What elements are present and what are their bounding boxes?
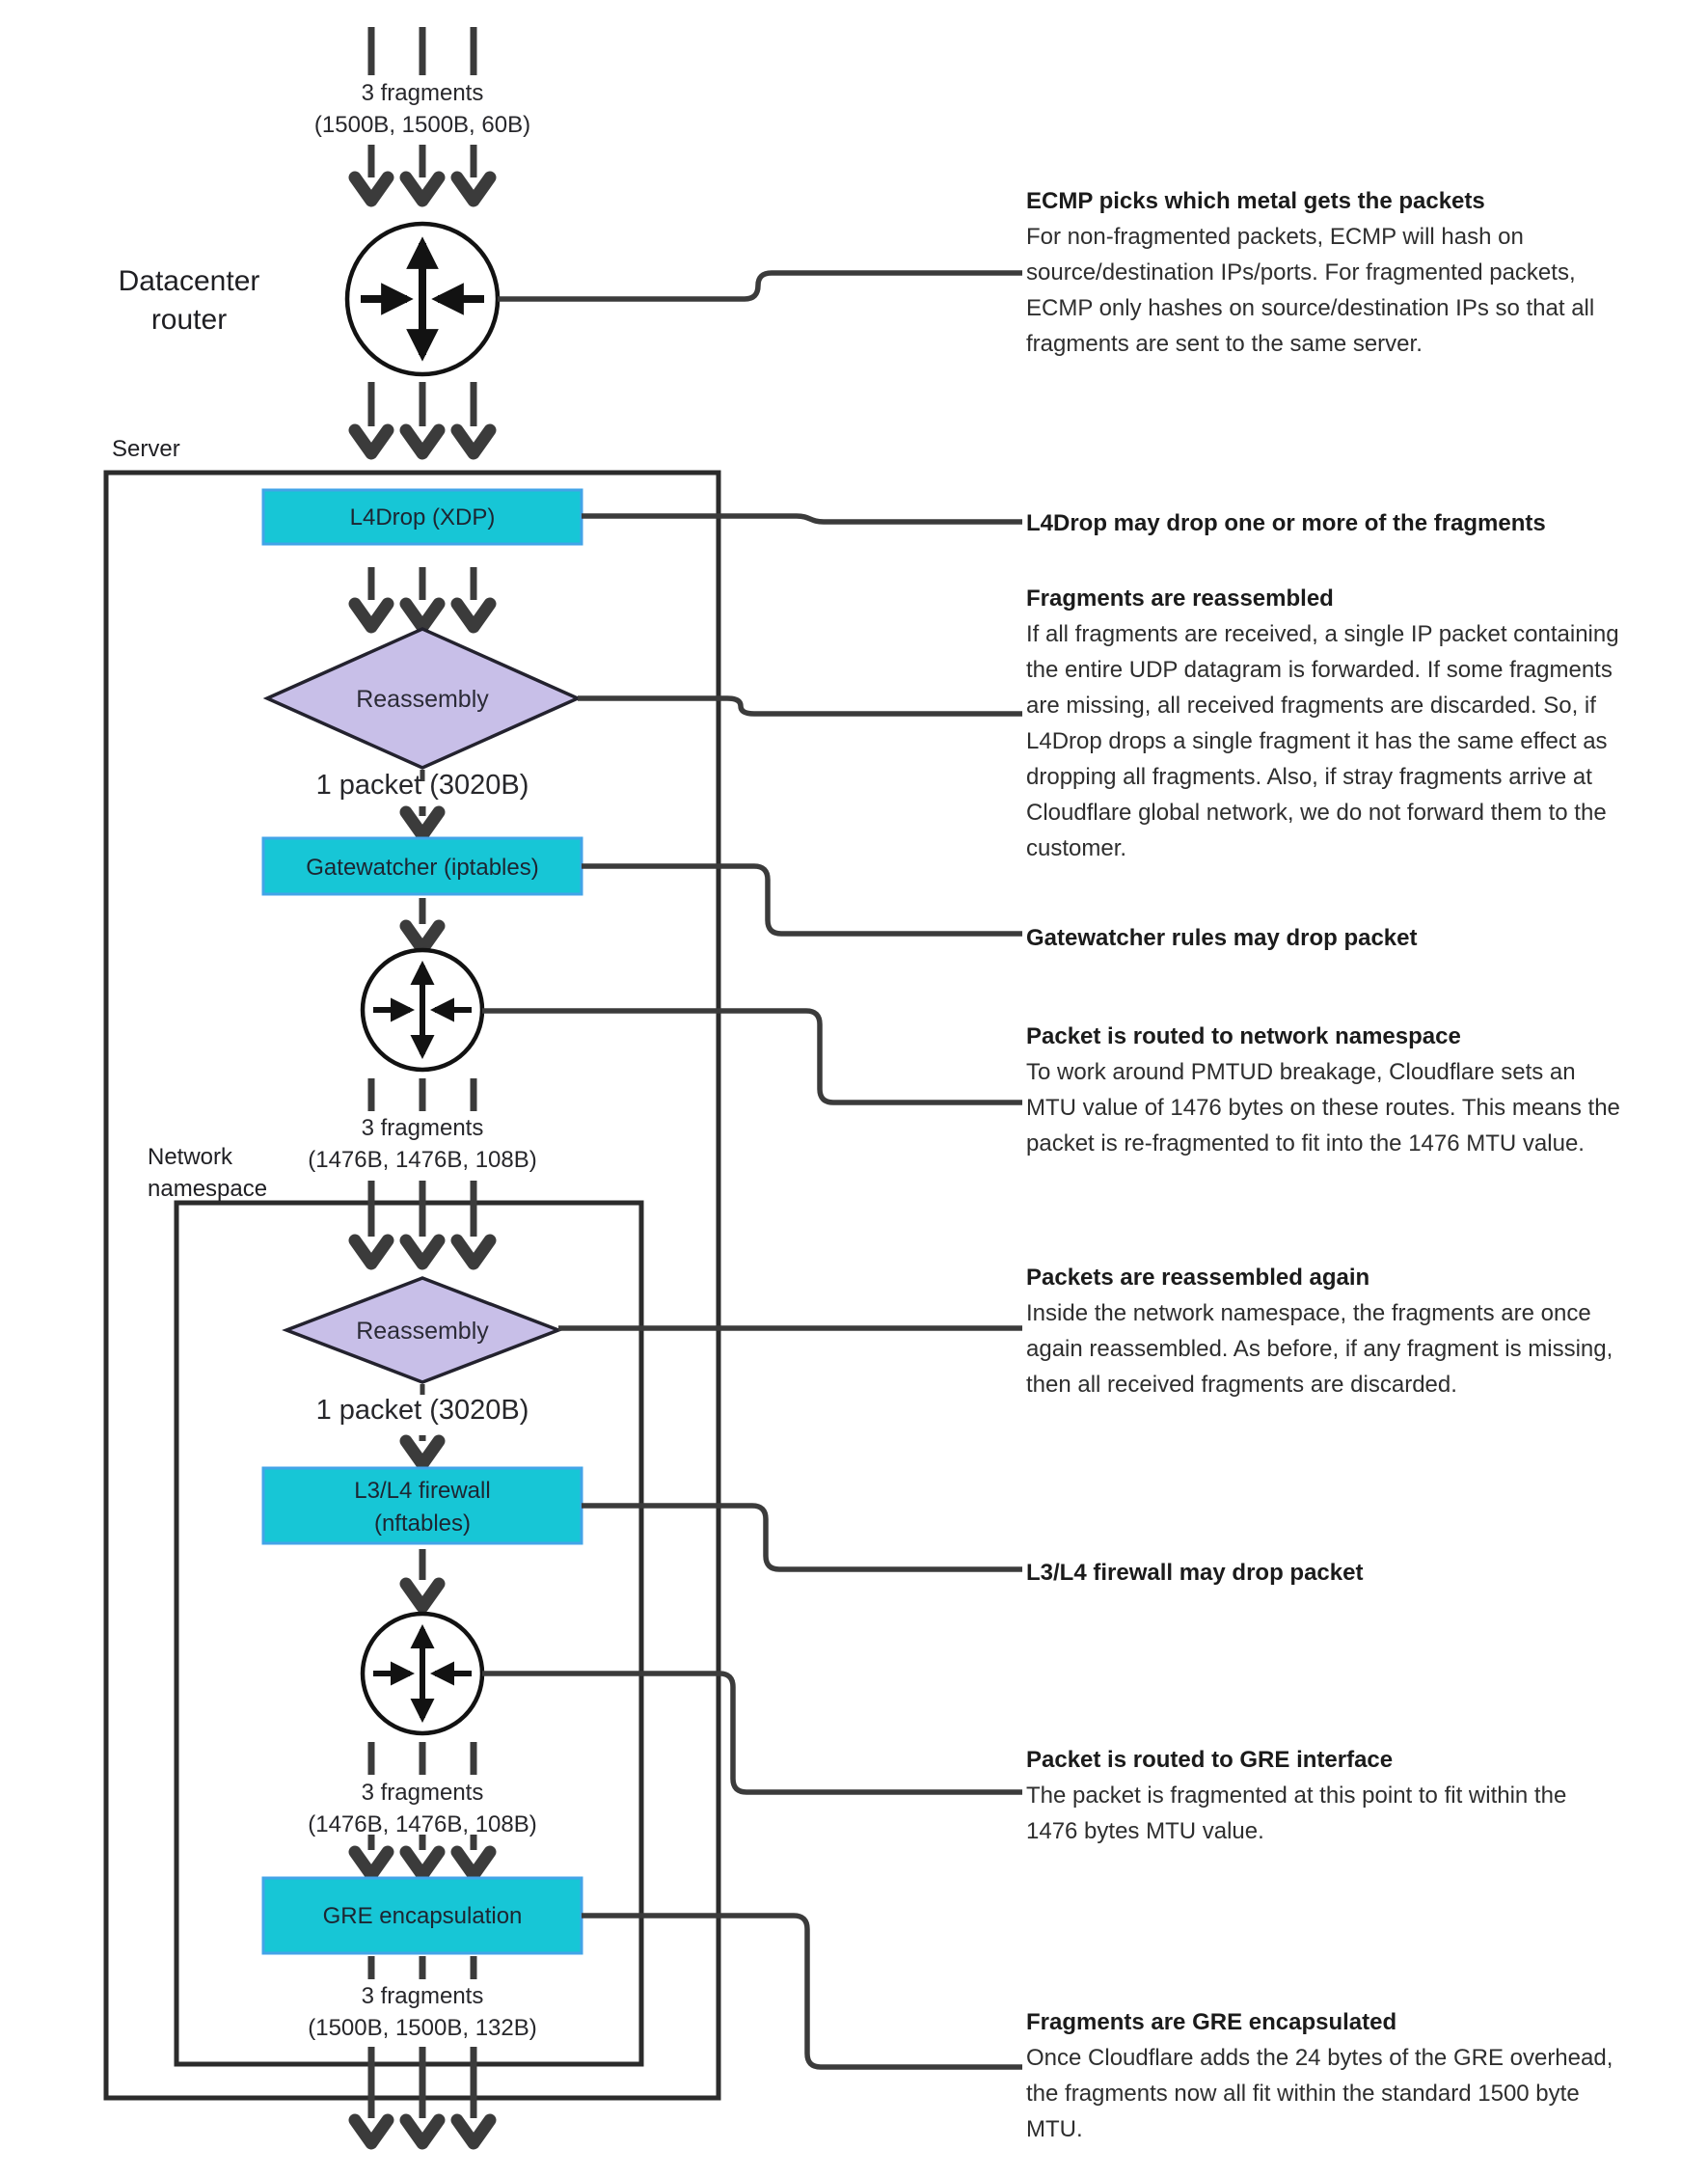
annotation-title: Gatewatcher rules may drop packet [1026, 925, 1418, 951]
packet-label-namespace: 1 packet (3020B) [315, 1395, 529, 1426]
annotation-gre-routing [1026, 1742, 1624, 1849]
flow-arrows-into-router [355, 145, 490, 201]
flow-arrow-into-firewall [406, 1435, 439, 1464]
annotation-body: Once Cloudflare adds the 24 bytes of the GRE overhead, the fragments now all fit within the standard 1500 byte MTU. [1026, 2045, 1613, 2142]
flow-arrow-into-gatewatcher [406, 806, 439, 835]
flow-arrows-into-server [355, 382, 490, 453]
connector-gre-encapsulated [582, 1916, 1022, 2067]
fragments-count: 3 fragments [361, 1983, 484, 2009]
annotation-gatewatcher [1026, 920, 1624, 956]
l4drop-label: L4Drop (XDP) [349, 504, 496, 531]
flow-arrows-l4drop-to-reassembly [355, 567, 490, 627]
annotation-l4drop [1026, 505, 1624, 541]
gatewatcher-label: Gatewatcher (iptables) [306, 855, 539, 881]
fragments-sizes: (1476B, 1476B, 108B) [308, 1147, 537, 1173]
fragment-ticks-after-gre-routing [371, 1742, 474, 1775]
flow-arrows-into-gre [355, 1835, 490, 1875]
annotation-title: Fragments are reassembled [1026, 585, 1334, 612]
fragments-count: 3 fragments [361, 80, 484, 106]
firewall-label-line1: L3/L4 firewall [354, 1478, 491, 1504]
annotation-title: Fragments are GRE encapsulated [1026, 2009, 1397, 2035]
reassembly-server-label: Reassembly [356, 686, 489, 713]
connector-gatewatcher [582, 866, 1022, 934]
annotation-body: To work around PMTUD breakage, Cloudflare sets an MTU value of 1476 bytes on these routes. This means the packet is re-fragmented to fit into the 1476 MTU value. [1026, 1059, 1620, 1157]
reassembly-namespace-label: Reassembly [356, 1318, 489, 1345]
annotation-title: Packets are reassembled again [1026, 1265, 1370, 1291]
incoming-fragment-ticks [371, 27, 474, 75]
fragments-sizes: (1476B, 1476B, 108B) [308, 1811, 537, 1837]
fragments-label-out [278, 1980, 567, 2044]
fragment-ticks-after-routing [371, 1078, 474, 1111]
fragments-sizes: (1500B, 1500B, 60B) [313, 112, 531, 138]
annotation-body: Inside the network namespace, the fragments are once again reassembled. As before, if any fragment is missing, then all received fragments are discarded. [1026, 1300, 1613, 1398]
connector-reassembly [578, 698, 1022, 714]
fragments-count: 3 fragments [361, 1780, 484, 1806]
fragment-ticks-below-gre [371, 1956, 474, 1979]
datacenter-router-icon [347, 224, 498, 374]
connector-ecmp [498, 273, 1022, 299]
annotation-reassembled-again [1026, 1260, 1624, 1402]
annotation-firewall [1026, 1555, 1624, 1591]
fragments-label-top [278, 77, 567, 141]
annotation-title: ECMP picks which metal gets the packets [1026, 188, 1485, 214]
annotation-title: Packet is routed to GRE interface [1026, 1747, 1394, 1773]
firewall-label-line2: (nftables) [373, 1510, 472, 1537]
fragments-label-mid [278, 1112, 567, 1176]
annotation-body: For non-fragmented packets, ECMP will hash on source/destination IPs/ports. For fragmented packets, ECMP only hashes on source/destination IPs so that all fragments are sent to the same server. [1026, 224, 1595, 357]
annotation-reassembled [1026, 581, 1624, 866]
fragments-label-namespace [278, 1777, 567, 1840]
annotation-title: Packet is routed to network namespace [1026, 1023, 1461, 1049]
datacenter-router-label: Datacenter router [118, 265, 260, 336]
flow-arrows-into-namespace [355, 1181, 490, 1264]
packet-label-server: 1 packet (3020B) [315, 770, 529, 801]
routing-icon-server [363, 950, 482, 1070]
server-label: Server [112, 436, 180, 462]
fragments-sizes: (1500B, 1500B, 132B) [308, 2015, 537, 2041]
network-namespace-label: Network namespace [148, 1144, 268, 1202]
connector-firewall [582, 1506, 1022, 1569]
flow-arrow-gatewatcher-to-routing [406, 898, 439, 949]
flow-arrow-firewall-to-routing [406, 1549, 439, 1607]
flow-arrows-exit [355, 2047, 490, 2143]
routing-icon-namespace [363, 1614, 482, 1733]
annotation-title: L3/L4 firewall may drop packet [1026, 1560, 1364, 1586]
annotation-body: The packet is fragmented at this point to fit within the 1476 bytes MTU value. [1026, 1782, 1567, 1844]
annotation-ecmp [1026, 183, 1624, 362]
annotation-body: If all fragments are received, a single IP packet containing the entire UDP datagram is forwarded. If some fragments are missing, all received fragments are discarded. So, if L4Drop drops a single fragment it has the same effect as dropping all fragments. Also, if stray fragments arrive at Cloudflare global network, we do not forward them to the customer. [1026, 621, 1619, 861]
annotation-gre-encapsulated [1026, 2004, 1624, 2147]
annotation-namespace-routing [1026, 1019, 1624, 1161]
gre-label: GRE encapsulation [322, 1903, 523, 1929]
connector-gre-routing [482, 1674, 1022, 1792]
connector-namespace-routing [482, 1011, 1022, 1102]
annotation-title: L4Drop may drop one or more of the fragments [1026, 510, 1546, 536]
fragments-count: 3 fragments [361, 1115, 484, 1141]
connector-l4drop [582, 516, 1022, 522]
